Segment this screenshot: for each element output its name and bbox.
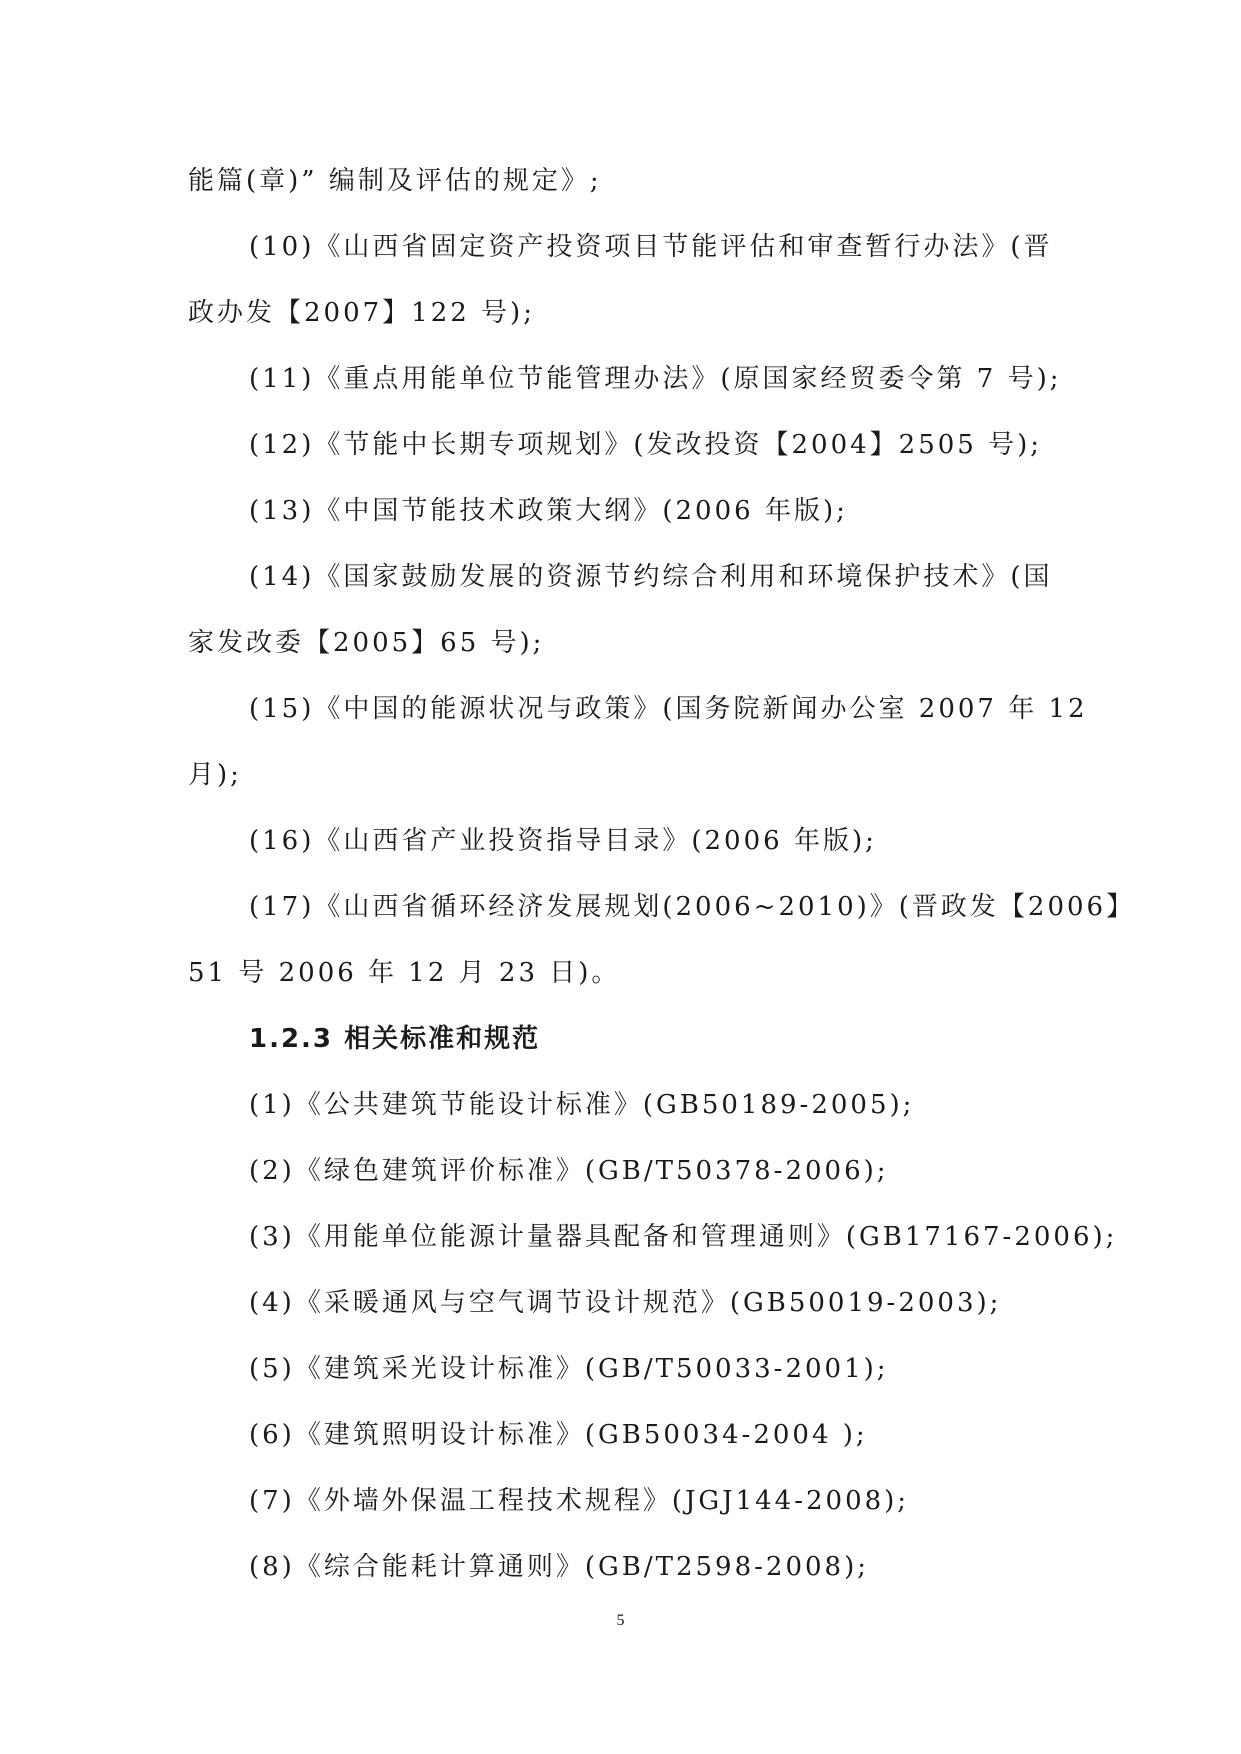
reference-item: (15)《中国的能源状况与政策》(国务院新闻办公室 2007 年 12 <box>249 694 1088 724</box>
text-line: 能篇(章)” 编制及评估的规定》; <box>188 166 602 196</box>
standard-item: (4)《采暖通风与空气调节设计规范》(GB50019-2003); <box>249 1288 1002 1318</box>
reference-item: (12)《节能中长期专项规划》(发改投资【2004】2505 号); <box>249 430 1043 460</box>
standard-item: (5)《建筑采光设计标准》(GB/T50033-2001); <box>249 1354 889 1384</box>
reference-item: (11)《重点用能单位节能管理办法》(原国家经贸委令第 7 号); <box>249 364 1062 394</box>
reference-item: (10)《山西省固定资产投资项目节能评估和审查暂行办法》(晋 <box>249 232 1053 262</box>
standard-item: (3)《用能单位能源计量器具配备和管理通则》(GB17167-2006); <box>249 1222 1118 1252</box>
standard-item: (6)《建筑照明设计标准》(GB50034-2004 ); <box>249 1420 868 1450</box>
section-heading: 1.2.3 相关标准和规范 <box>249 1024 541 1054</box>
standard-item: (2)《绿色建筑评价标准》(GB/T50378-2006); <box>249 1156 889 1186</box>
standard-item: (8)《综合能耗计算通则》(GB/T2598-2008); <box>249 1552 869 1582</box>
reference-item: (13)《中国节能技术政策大纲》(2006 年版); <box>249 496 848 526</box>
text-line: 月); <box>188 760 242 790</box>
text-line: 51 号 2006 年 12 月 23 日)。 <box>188 958 621 988</box>
reference-item: (17)《山西省循环经济发展规划(2006~2010)》(晋政发【2006】 <box>249 892 1136 922</box>
reference-item: (14)《国家鼓励发展的资源节约综合利用和环境保护技术》(国 <box>249 562 1053 592</box>
page-number: 5 <box>616 1612 625 1629</box>
standard-item: (7)《外墙外保温工程技术规程》(JGJ144-2008); <box>249 1486 910 1516</box>
reference-item: (16)《山西省产业投资指导目录》(2006 年版); <box>249 826 877 856</box>
text-line: 政办发【2007】122 号); <box>188 298 535 328</box>
text-line: 家发改委【2005】65 号); <box>188 628 545 658</box>
standard-item: (1)《公共建筑节能设计标准》(GB50189-2005); <box>249 1090 915 1120</box>
